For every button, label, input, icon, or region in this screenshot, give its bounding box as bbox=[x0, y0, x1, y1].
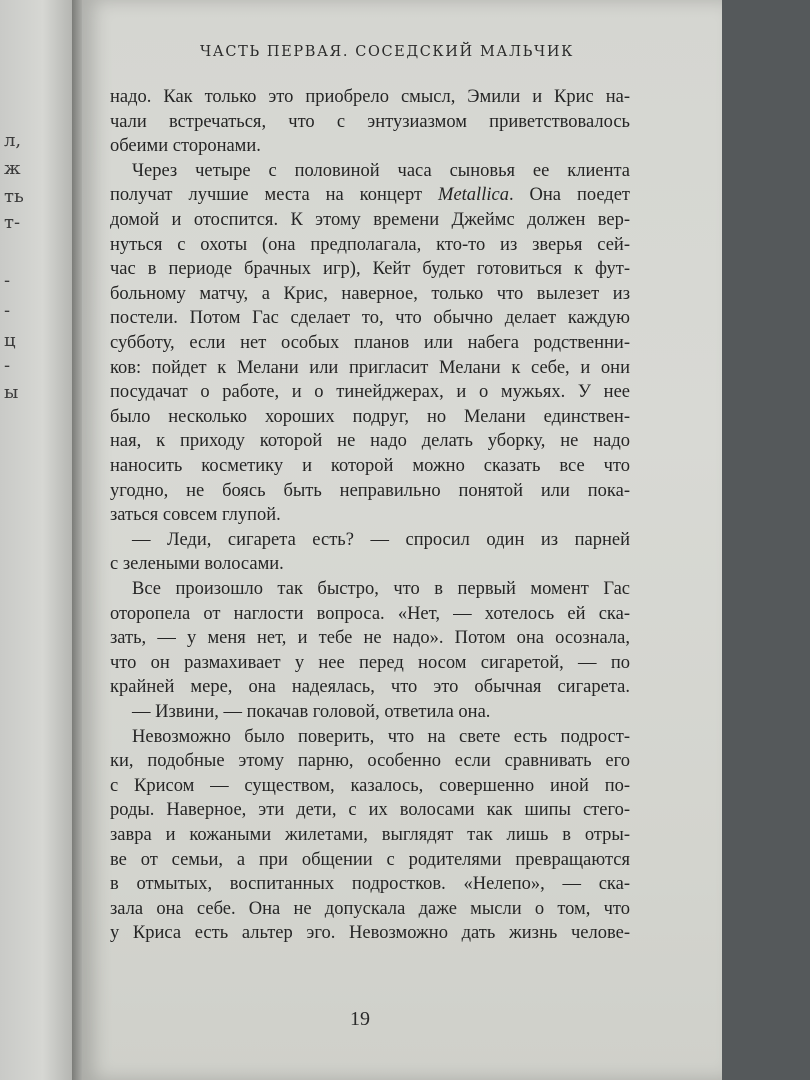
text-line: с зелеными волосами. bbox=[110, 554, 284, 575]
text-line: оторопела от наглости вопроса. «Нет, — хотелось ей ска- bbox=[110, 603, 630, 624]
text-line: ве от семьи, а при общении с родителями превращаются bbox=[110, 849, 630, 870]
facing-page-text-fragment: - bbox=[4, 300, 11, 321]
text-line: посудачат о работе, и о тинейджерах, и о мужьях. У нее bbox=[110, 382, 630, 403]
facing-page-edge bbox=[0, 0, 78, 1080]
text-line: в отмытых, воспитанных подростков. «Нелепо», — ска- bbox=[110, 874, 630, 895]
text-line: угодно, не боясь быть неправильно понятой или пока- bbox=[110, 480, 630, 501]
text-line: Все произошло так быстро, что в первый момент Гас bbox=[132, 579, 630, 599]
text-line: постели. Потом Гас сделает то, что обычно делает каждую bbox=[110, 308, 630, 329]
facing-page-text-fragment: л, bbox=[4, 130, 22, 151]
running-head: ЧАСТЬ ПЕРВАЯ. СОСЕДСКИЙ МАЛЬЧИК bbox=[200, 44, 574, 60]
text-line: обеими сторонами. bbox=[110, 136, 261, 157]
text-line: крайней мере, она надеялась, что это обычная сигарета. bbox=[110, 677, 630, 698]
text-line: надо. Как только это приобрело смысл, Эмили и Крис на- bbox=[110, 87, 630, 107]
text-line: наносить косметику и которой можно сказать все что bbox=[110, 456, 630, 476]
text-line: с Крисом — существом, казалось, совершенно иной по- bbox=[110, 775, 630, 796]
text-line: домой и отоспится. К этому времени Джеймс должен вер- bbox=[110, 210, 630, 230]
text-line: — Извини, — покачав головой, ответила она. bbox=[132, 702, 491, 722]
text-line: Через четыре с половиной часа сыновья ее клиента bbox=[132, 160, 630, 181]
text-line: больному матчу, а Крис, наверное, только что вылезет из bbox=[110, 283, 630, 304]
facing-page-text-fragment: т- bbox=[4, 212, 21, 233]
text-line: нуться с охоты (она предполагала, кто-то из зверья сей- bbox=[110, 234, 630, 255]
text-line: — Леди, сигарета есть? — спросил один из парней bbox=[132, 529, 630, 550]
facing-page-text-fragment: - bbox=[4, 270, 11, 291]
text-line: час в периоде брачных игр), Кейт будет готовиться к фут- bbox=[110, 259, 630, 280]
text-line: зала она себе. Она не допускала даже мысли о том, что bbox=[110, 898, 630, 919]
text-line: у Криса есть альтер эго. Невозможно дать жизнь челове- bbox=[110, 923, 630, 944]
text-line: роды. Наверное, эти дети, с их волосами как шипы стего- bbox=[110, 800, 630, 821]
text-line: заться совсем глупой. bbox=[110, 505, 281, 526]
text-line: завра и кожаными жилетами, выглядят так лишь в отры- bbox=[110, 825, 630, 845]
text-line: было несколько хороших подруг, но Мелани единствен- bbox=[110, 406, 630, 427]
facing-page-text-fragment: ж bbox=[4, 158, 21, 179]
text-line: ки, подобные этому парню, особенно если сравнивать его bbox=[110, 751, 630, 772]
text-line: зать, — у меня нет, и тебе не надо». Потом она осознала, bbox=[110, 628, 630, 649]
text-line: чали встречаться, что с энтузиазмом приветствовалось bbox=[110, 111, 630, 132]
text-line: ная, к приходу которой не надо делать уборку, не надо bbox=[110, 431, 630, 452]
facing-page-text-fragment: - bbox=[4, 355, 11, 376]
text-line: что он размахивает у нее перед носом сигаретой, — по bbox=[110, 652, 630, 673]
text-line: ков: пойдет к Мелани или пригласит Мелани к себе, и они bbox=[110, 357, 630, 378]
text-line: субботу, если нет особых планов или набега родственни- bbox=[110, 333, 630, 353]
facing-page-text-fragment: ы bbox=[4, 382, 19, 403]
facing-page-text-fragment: ц bbox=[4, 330, 16, 351]
facing-page-text-fragment: ть bbox=[4, 186, 24, 207]
page-number: 19 bbox=[350, 1008, 370, 1030]
text-line: получат лучшие места на концерт Metallica. Она поедет bbox=[110, 185, 631, 206]
text-line: Невозможно было поверить, что на свете есть подрост- bbox=[132, 726, 630, 747]
